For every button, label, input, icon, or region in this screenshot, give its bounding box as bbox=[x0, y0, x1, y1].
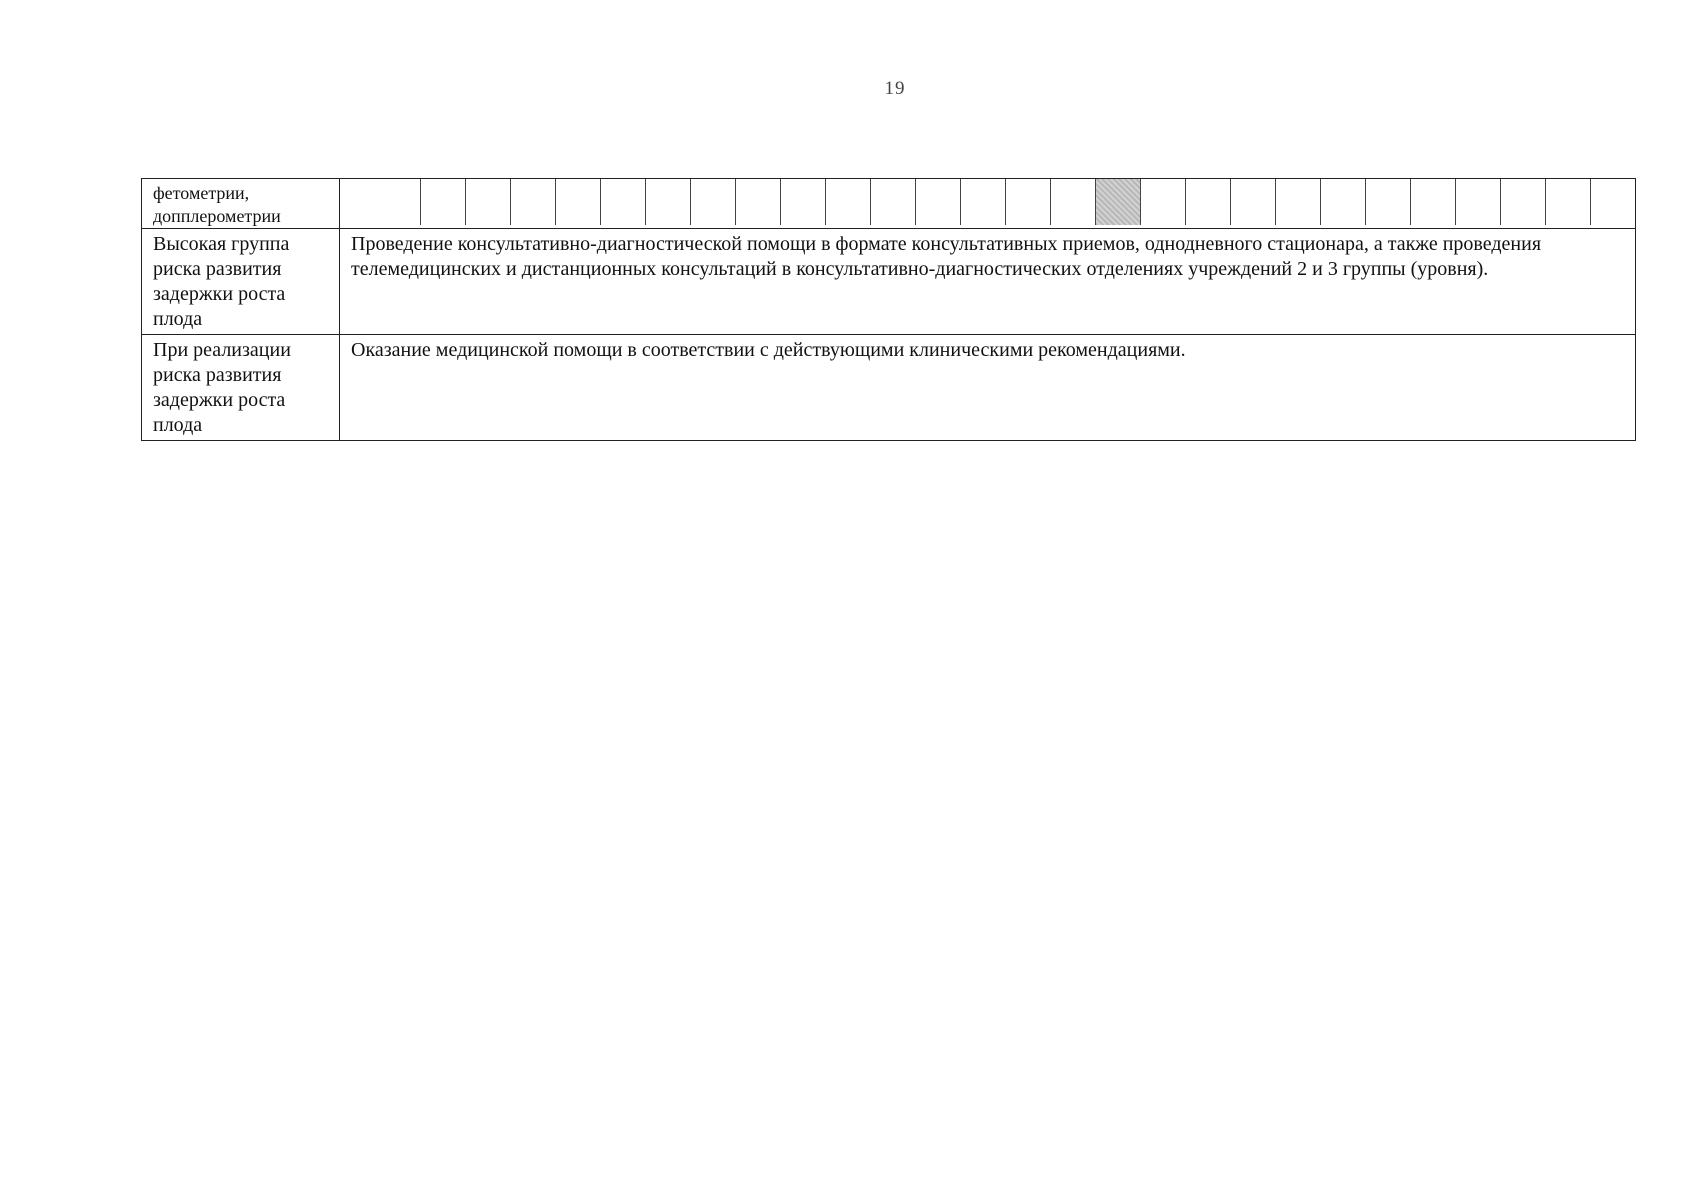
grid-cell bbox=[556, 179, 601, 225]
grid-cell bbox=[1591, 179, 1635, 225]
grid-cell bbox=[1141, 179, 1186, 225]
grid-cell bbox=[961, 179, 1006, 225]
document-table bbox=[141, 178, 1636, 441]
grid-cell-area bbox=[340, 179, 1636, 229]
grid-cell bbox=[601, 179, 646, 225]
grid-cell bbox=[781, 179, 826, 225]
grid-cell bbox=[421, 179, 466, 225]
grid-cell bbox=[1321, 179, 1366, 225]
grid-cell bbox=[826, 179, 871, 225]
grid-cell bbox=[736, 179, 781, 225]
row-label: При реализации риска развития задержки роста плода bbox=[142, 335, 340, 441]
grid-cell bbox=[916, 179, 961, 225]
grid-cell bbox=[1006, 179, 1051, 225]
grid-cell bbox=[1186, 179, 1231, 225]
grid-cell bbox=[1276, 179, 1321, 225]
grid-cell bbox=[1546, 179, 1591, 225]
grid-cell bbox=[466, 179, 511, 225]
row-content: Оказание медицинской помощи в соответствии с действующими клиническими рекомендациями. bbox=[340, 335, 1636, 441]
grid-cell bbox=[1366, 179, 1411, 225]
grid-cell bbox=[1501, 179, 1546, 225]
table-row bbox=[142, 229, 1636, 335]
table-row bbox=[142, 335, 1636, 441]
row-label: Высокая группа риска развития задержки роста плода bbox=[142, 229, 340, 335]
grid-cell bbox=[691, 179, 736, 225]
grid-cell bbox=[1051, 179, 1096, 225]
table-row bbox=[142, 179, 1636, 229]
page-number: 19 bbox=[884, 78, 906, 99]
grid-cell bbox=[1456, 179, 1501, 225]
grid-cell bbox=[646, 179, 691, 225]
grid-cell bbox=[871, 179, 916, 225]
grid-cell-shaded bbox=[1096, 179, 1141, 225]
row-content: Проведение консультативно-диагностической помощи в формате консультативных приемов, однодневного стационара, а также проведения телемедицинских и дистанционных консультаций в консультативно-диагностических отделениях учреждений 2 и 3 группы (уровня). bbox=[340, 229, 1636, 335]
schedule-grid bbox=[340, 179, 1635, 225]
grid-cell bbox=[1411, 179, 1456, 225]
grid-cell bbox=[511, 179, 556, 225]
grid-cell bbox=[1231, 179, 1276, 225]
row-label: фетометрии, допплерометрии bbox=[142, 179, 340, 229]
grid-lead-cell bbox=[340, 179, 421, 225]
